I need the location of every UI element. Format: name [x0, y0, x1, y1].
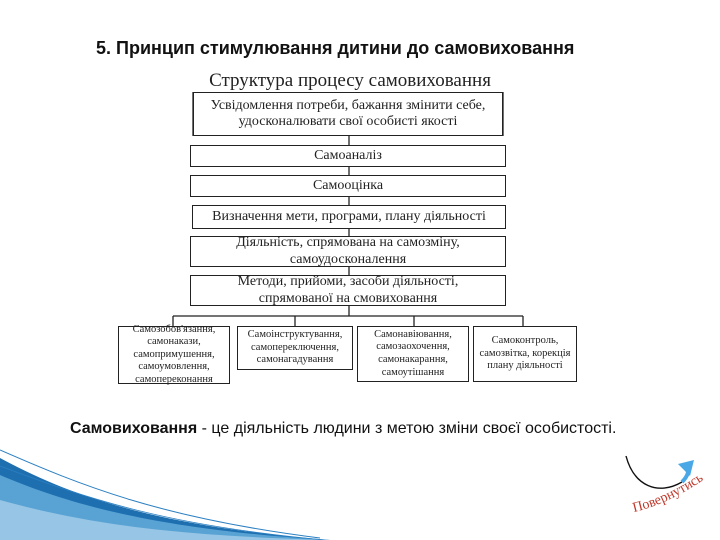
method-self-control: Самоконтроль, самозвітка, корекція плану діяльності: [473, 326, 577, 382]
step-methods: Методи, прийоми, засоби діяльності, спрямованої на смовиховання: [190, 275, 506, 306]
step-activity: Діяльність, спрямована на самозміну, самоудосконалення: [190, 236, 506, 267]
method-self-instruction: Самоінструктування, самопереключення, самонагадування: [237, 326, 353, 370]
svg-text:Повернутись: [631, 471, 706, 516]
definition-term: Самовиховання: [70, 420, 198, 437]
back-link[interactable]: [620, 452, 720, 537]
back-link-text: Повернутись: [631, 470, 707, 516]
definition-sentence: [70, 420, 616, 438]
slide-heading: 5. Принцип стимулювання дитини до самовиховання: [96, 38, 575, 58]
step-self-assessment: Самооцінка: [190, 175, 506, 197]
diagram-title: Структура процесу самовиховання: [209, 70, 491, 91]
step-goal-definition: Визначення мети, програми, плану діяльності: [192, 205, 506, 229]
method-self-suggestion: Самонавіювання, самозаохочення, самонакарання, самоутішання: [357, 326, 469, 382]
step-awareness: Усвідомлення потреби, бажання змінити себе, удосконалювати свої особисті якості: [193, 92, 503, 136]
step-self-analysis: Самоаналіз: [190, 145, 506, 167]
method-self-obligation: Самозобов'язання, самонакази, самопримушення, самоумовлення, самопереконання: [118, 326, 230, 384]
definition-text: - це діяльність людини з метою зміни своєї особистості.: [197, 420, 617, 437]
back-link-label: [620, 452, 720, 537]
